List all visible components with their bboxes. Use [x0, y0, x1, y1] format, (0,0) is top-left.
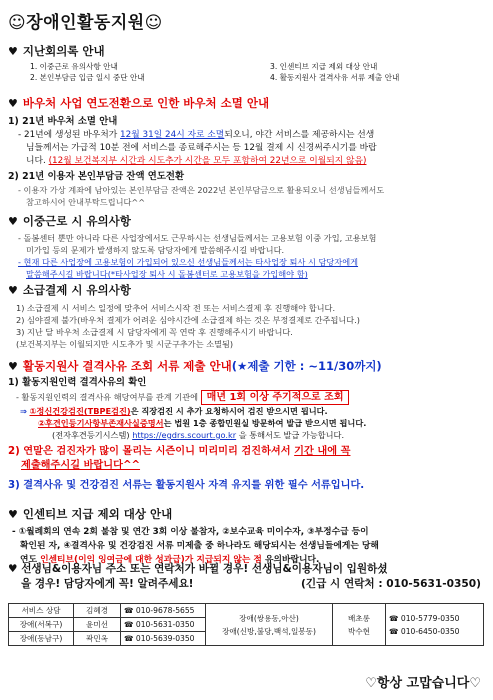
voucher-paragraph: - 21년에 생성된 바우처가 12월 31일 24시 자로 소멸되오니, 야간 서비스를 제공하시는 선생 님들께서는 가급적 10분 전에 서비스를 종료해주시는 등 12월 결제 시 신경써주시기를 바랍 니다. (12월 보건복지부 시간과 시도추가 시간을 모두 포함하여 22년으로 이월되지 않음)	[18, 130, 377, 166]
table-row: 서비스 상담 김혜경 ☎ 010-9678-5655 장애(쌍용동,아산) 장애(신방,불당,백석,일봉동) 배초롱 박수현 ☎ 010-5779-0350 ☎ 010-6450-0350	[9, 604, 484, 618]
emergency-contact: (긴급 시 연락처 : 010-5631-0350)	[301, 578, 481, 590]
section-previous-minutes	[8, 43, 487, 83]
subheading: 1) 활동지원인력 결격사유의 확인	[8, 377, 147, 388]
minutes-list	[8, 61, 487, 83]
heart-icon: ♥	[8, 215, 18, 228]
contact-table	[8, 603, 484, 646]
section-heading: 인센티브 지급 제외 대상 안내	[22, 507, 173, 521]
table-row: 장애(동남구) 곽민옥 ☎ 010-5639-0350	[9, 632, 484, 646]
heart-icon: ♥	[8, 508, 18, 521]
heart-icon: ♥	[8, 360, 18, 373]
phone-icon: ☎	[389, 626, 399, 636]
section-disqualification-check: ♥ 활동지원사 결격사유 조회 서류 제출 안내(★제출 기한 : ~11/30까지) 1) 활동지원인력 결격사유의 확인 - 활동지원인력의 결격사유 해당여부를 관계 기관에 매년 1회 이상 주기적으로 조회 ⇒ ①정신건강검진(TBPE검진)은 직장검진 시 추가 요청하시어 검진 받으시면 됩니다. ②후견인등기사항부존재사실증명서는 법원 1층 종합민원실 방문하여 발급 받으시면 됩니다. (전자후견등기시스템) https://egdrs.scourt.go.kr 을 통해서도 발급 가능합니다. 2) 연말은 검진자가 많이 몰리는 시즌이니 미리미리 검진하셔서 기간 내에 꼭 제출해주시길 바랍니다^^ 3) 결격사유 및 건강검진 서류는 활동지원사 자격 유지를 위한 필수 서류입니다.	[8, 358, 487, 493]
deadline-text: (★제출 기한 : ~11/30까지)	[231, 359, 382, 373]
required-docs-note: 3) 결격사유 및 건강검진 서류는 활동지원사 자격 유지를 위한 필수 서류입니다.	[8, 480, 365, 491]
heart-icon: ♥	[8, 45, 18, 58]
list-item: 4. 활동지원사 결격사유 서류 제출 안내	[270, 73, 400, 82]
subheading: 2) 21년 이용자 본인부담금 잔액 연도전환	[8, 171, 185, 182]
section-heading: 지난회의록 안내	[22, 44, 105, 58]
section-heading: 소급결제 시 유의사항	[22, 283, 131, 297]
subheading: 1) 21년 바우처 소멸 안내	[8, 116, 118, 127]
section-contact-notice: ♥ 선생님&이용자님 주소 또는 연락처가 바뀔 경우! 선생님&이용자님이 입원하셨 을 경우! 담당자에게 꼭! 알려주세요! (긴급 시 연락처 : 010-5631-0350)	[8, 563, 481, 590]
section-heading: 바우처 사업 연도전환으로 인한 바우처 소멸 안내	[22, 96, 270, 110]
closing-message: ♡항상 고맙습니다♡	[365, 676, 481, 691]
list-item: 2. 본인부담금 입금 일시 중단 안내	[30, 73, 145, 82]
section-dual-employment: ♥ 이중근로 시 유의사항 - 돌봄센터 뿐만 아니라 다른 사업장에서도 근무하시는 선생님들께서는 고용보험 이중 가입, 고용보험 미가입 등의 문제가 발생하지 않도록 담당자에게 말씀해주시길 바랍니다. - 현재 다른 사업장에 고용보험이 가입되어 있으신 선생님들께서는 타사업장 퇴사 시 담당자에게 말씀해주시길 바랍니다(*타사업장 퇴사 시 돌봄센터로 고용보험을 가입해야 함)	[8, 214, 377, 279]
section-incentive-exclusion: ♥ 인센티브 지급 제외 대상 안내 - ①월례회의 연속 2회 불참 및 연간 3회 이상 불참자, ②보수교육 미이수자, ③부정수급 등이 확인된 자, ④결격사유 및 건강검진 서류 미제출 중 하나라도 해당되시는 선생님들에게는 당해 연도 인센티브(이익 잉여금에 대한 성과급)가 지급되지 않는 점 유의바랍니다.	[8, 507, 379, 565]
heart-icon: ♥	[8, 97, 18, 110]
page-title: ☺장애인활동지원☺	[8, 13, 163, 33]
heart-icon: ♥	[8, 284, 18, 297]
heart-icon: ♥	[8, 563, 18, 575]
annual-check-box: 매년 1회 이상 주기적으로 조회	[201, 390, 350, 405]
section-retro-payment: ♥ 소급결제 시 유의사항 1) 소급결제 시 서비스 일정에 맞추어 서비스시작 전 또는 서비스결제 후 진행해야 합니다. 2) 심야결제 불가(바우처 결제가 어려운 심야시간에 소급결제 하는 것은 부정결제로 간주됩니다.) 3) 지난 달 바우처 소급결제 시 담당자에게 꼭 연락 후 진행해주시기 바랍니다. (보건복지부는 이월되지만 시도추가 및 시군구추가는 소멸됨)	[8, 283, 360, 349]
arrow-icon: ⇒	[20, 406, 27, 416]
section-heading: 이중근로 시 유의사항	[22, 214, 131, 228]
section-voucher-expiry: ♥ 바우처 사업 연도전환으로 인한 바우처 소멸 안내 1) 21년 바우처 소멸 안내 - 21년에 생성된 바우처가 12월 31일 24시 자로 소멸되오니, 야간 서비스를 제공하시는 선생 님들께서는 가급적 10분 전에 서비스를 종료해주시는 등 12월 결제 시 신경써주시기를 바랍 니다. (12월 보건복지부 시간과 시도추가 시간을 모두 포함하여 22년으로 이월되지 않음) 2) 21년 이용자 본인부담금 잔액 연도전환 - 이용자 가상 계좌에 남아있는 본인부담금 잔액은 2022년 본인부담금으로 활용되오니 선생님들께서도 참고하시어 안내부탁드립니다^^	[8, 95, 487, 208]
phone-icon: ☎	[124, 620, 134, 629]
list-item: 1. 이중근로 유의사항 안내	[30, 62, 118, 71]
egdrs-link[interactable]: https://egdrs.scourt.go.kr	[132, 430, 237, 440]
expiry-date: 12월 31일 24시 자로 소멸	[120, 130, 225, 140]
section-heading: 활동지원사 결격사유 조회 서류 제출 안내	[22, 359, 232, 373]
carryover-warning: (12월 보건복지부 시간과 시도추가 시간을 모두 포함하여 22년으로 이월되지 않음)	[48, 156, 367, 166]
phone-icon: ☎	[389, 613, 399, 623]
table-row: 장애(서복구) 윤미선 ☎ 010-5631-0350	[9, 618, 484, 632]
list-item: 3. 인센티브 지급 제외 대상 안내	[270, 62, 378, 71]
phone-icon: ☎	[124, 634, 134, 643]
phone-icon: ☎	[124, 606, 134, 615]
